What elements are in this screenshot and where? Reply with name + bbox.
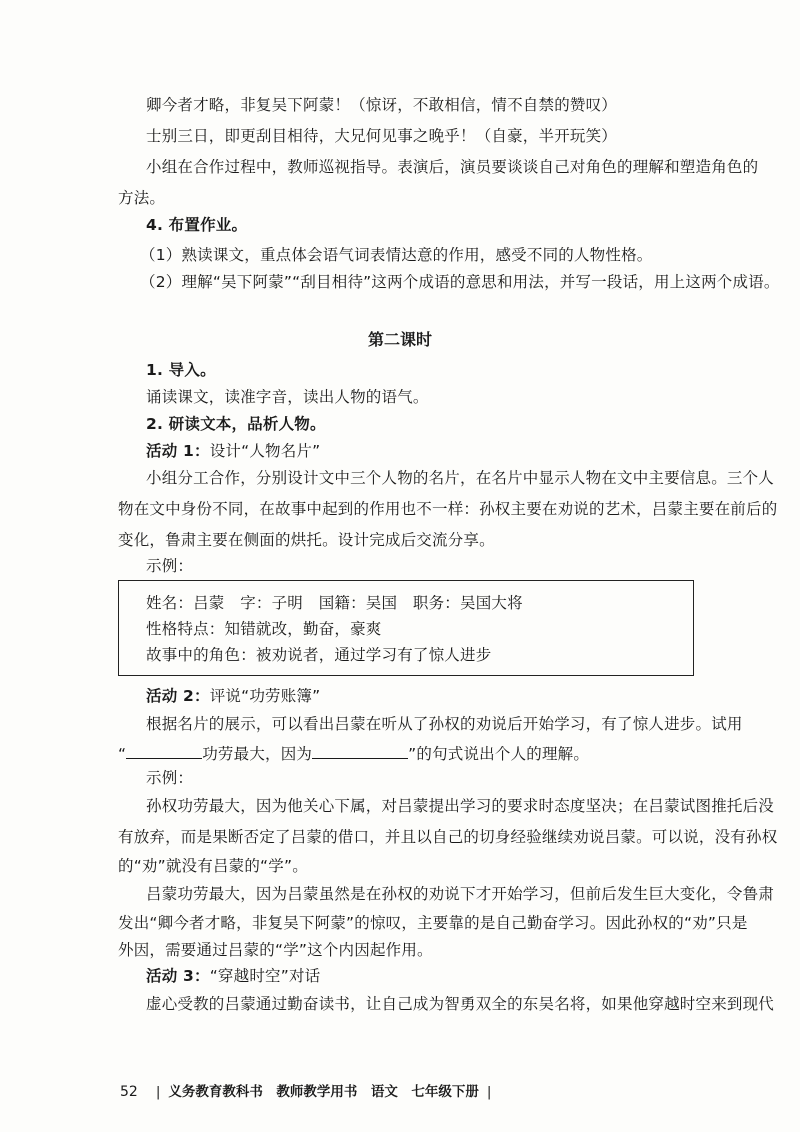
activity-title: 设计“人物名片” bbox=[209, 442, 321, 460]
card-line-name: 姓名：吕蒙 字：子明 国籍：吴国 职务：吴国大将 bbox=[146, 594, 523, 612]
page-footer bbox=[120, 1083, 499, 1101]
paragraph-line: 的“劝”就没有吕蒙的“学”。 bbox=[118, 857, 308, 875]
paragraph-line: 诵读课文，读准字音，读出人物的语气。 bbox=[146, 388, 429, 406]
activity-1-heading bbox=[146, 441, 320, 461]
card-line-role: 故事中的角色：被劝说者，通过学习有了惊人进步 bbox=[146, 646, 492, 664]
paragraph-line: 方法。 bbox=[118, 189, 166, 207]
paragraph-line: 小组分工合作，分别设计文中三个人物的名片，在名片中显示人物在文中主要信息。三个人 bbox=[146, 469, 775, 487]
footer-separator-end: | bbox=[486, 1084, 492, 1100]
paragraph-line: 根据名片的展示，可以看出吕蒙在听从了孙权的劝说后开始学习，有了惊人进步。试用 bbox=[146, 715, 743, 733]
fill-blank-1 bbox=[126, 742, 202, 759]
activity-3-heading bbox=[146, 966, 320, 986]
name-card-box bbox=[118, 580, 694, 676]
card-line-traits: 性格特点：知错就改，勤奋，豪爽 bbox=[146, 620, 382, 638]
pattern-text-end: ”的句式说出个人的理解。 bbox=[408, 745, 590, 763]
paragraph-line: 孙权功劳最大，因为他关心下属，对吕蒙提出学习的要求时态度坚决；在吕蒙试图推托后没 bbox=[146, 797, 775, 815]
homework-item-2: （2）理解“吴下阿蒙”“刮目相待”这两个成语的意思和用法，并写一段话，用上这两个成语。 bbox=[140, 273, 780, 291]
footer-book-title: 义务教育教科书 教师教学用书 语文 七年级下册 bbox=[168, 1084, 479, 1100]
activity-label: 活动 2： bbox=[146, 687, 210, 705]
section-heading-intro: 1. 导入。 bbox=[146, 361, 216, 379]
pattern-text: 功劳最大，因为 bbox=[202, 745, 313, 763]
paragraph-line: 吕蒙功劳最大，因为吕蒙虽然是在孙权的劝说下才开始学习，但前后发生巨大变化，令鲁肃 bbox=[146, 885, 775, 903]
section-heading-homework: 4. 布置作业。 bbox=[146, 216, 248, 234]
example-label: 示例： bbox=[146, 769, 194, 787]
paragraph-line: 外因，需要通过吕蒙的“学”这个内因起作用。 bbox=[118, 941, 433, 959]
fill-blank-2 bbox=[312, 742, 408, 759]
lesson-title: 第二课时 bbox=[367, 330, 432, 349]
activity-title: 评说“功劳账簿” bbox=[209, 687, 321, 705]
activity-title: “穿越时空”对话 bbox=[209, 967, 321, 985]
paragraph-line: 变化，鲁肃主要在侧面的烘托。设计完成后交流分享。 bbox=[118, 531, 495, 549]
sentence-pattern-line bbox=[118, 742, 589, 764]
activity-2-heading bbox=[146, 686, 320, 706]
homework-item-1: （1）熟读课文，重点体会语气词表情达意的作用，感受不同的人物性格。 bbox=[140, 246, 653, 264]
quote-line-2: 士别三日，即更刮目相待，大兄何见事之晚乎！（自豪，半开玩笑） bbox=[146, 127, 618, 145]
activity-label: 活动 1： bbox=[146, 442, 210, 460]
paragraph-line: 虚心受教的吕蒙通过勤奋读书，让自己成为智勇双全的东吴名将，如果他穿越时空来到现代 bbox=[146, 995, 775, 1013]
paragraph-line: 小组在合作过程中，教师巡视指导。表演后，演员要谈谈自己对角色的理解和塑造角色的 bbox=[146, 158, 759, 176]
activity-label: 活动 3： bbox=[146, 967, 210, 985]
section-heading-analysis: 2. 研读文本，品析人物。 bbox=[146, 415, 326, 433]
open-quote: “ bbox=[118, 745, 127, 763]
quote-line-1: 卿今者才略，非复吴下阿蒙！（惊讶，不敢相信，情不自禁的赞叹） bbox=[146, 96, 618, 114]
paragraph-line: 发出“卿今者才略，非复吴下阿蒙”的惊叹，主要靠的是自己勤奋学习。因此孙权的“劝”只是 bbox=[118, 914, 748, 932]
paragraph-line: 有放弃，而是果断否定了吕蒙的借口，并且以自己的切身经验继续劝说吕蒙。可以说，没有孙权 bbox=[118, 828, 778, 846]
paragraph-line: 物在文中身份不同，在故事中起到的作用也不一样：孙权主要在劝说的艺术，吕蒙主要在前后的 bbox=[118, 500, 778, 518]
footer-separator: | bbox=[155, 1084, 161, 1100]
page-number: 52 bbox=[120, 1084, 138, 1100]
example-label: 示例： bbox=[146, 557, 194, 575]
